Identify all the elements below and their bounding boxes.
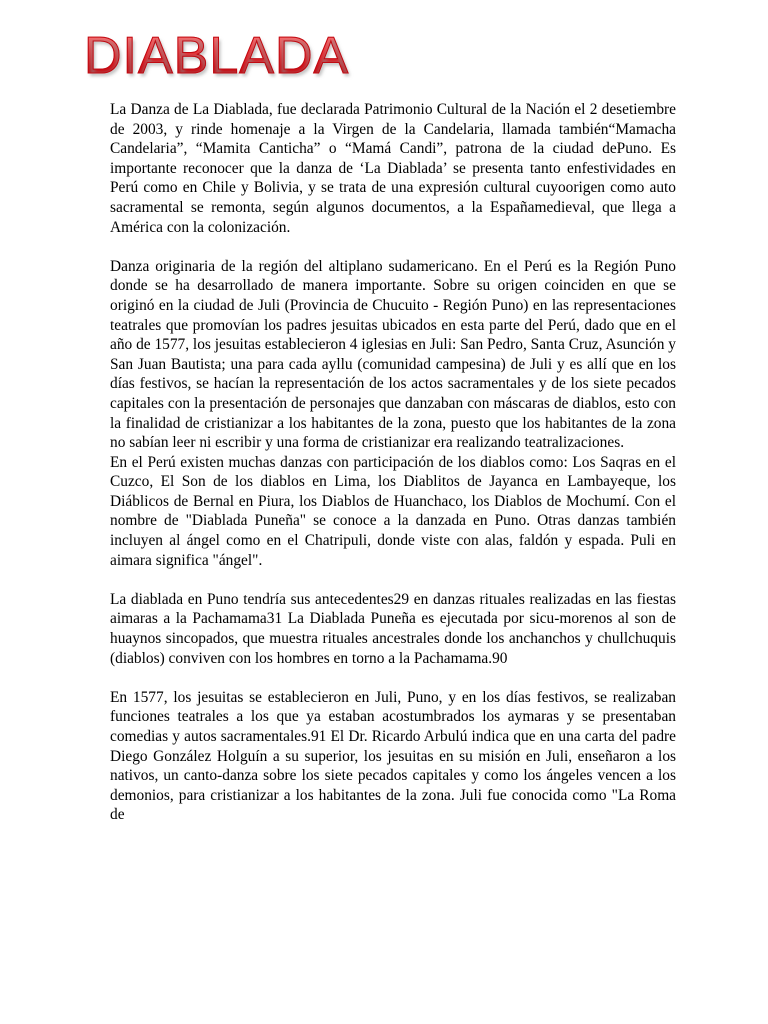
paragraph-jesuitas-juli: En 1577, los jesuitas se establecieron en Juli, Puno, y en los días festivos, se realizaban funciones teatrales a los que ya estaban acostumbrados los aymaras y se presentaban comedias y autos sacramentales.91 El Dr. Ricardo Arbulú indica que en una carta del padre Diego González Holguín a su superior, los jesuitas en su misión en Juli, enseñaron a los nativos, un canto-danza sobre los siete pecados capitales y como los ángeles vencen a los demonios, para cristianizar a los habitantes de la zona. Juli fue conocida como "La Roma de (110, 688, 676, 824)
document-title: DIABLADA (84, 27, 350, 85)
paragraph-patrimonio: La Danza de La Diablada, fue declarada Patrimonio Cultural de la Nación el 2 desetiembre de 2003, y rinde homenaje a la Virgen de la Candelaria, llamada también“Mamacha Candelaria”, “Mamita Canticha” o “Mamá Candi”, patrona de la ciudad dePuno. Es importante reconocer que la danza de ‘La Diablada’ se presenta tanto enfestividades en Perú como en Chile y Bolivia, y se trata de una expresión cultural cuyoorigen como auto sacramental se remonta, según algunos documentos, a la Españamedieval, que llega a América con la colonización. (110, 101, 676, 236)
document-body (110, 100, 676, 825)
paragraph-danzas-diablos: En el Perú existen muchas danzas con participación de los diablos como: Los Saqras en el Cuzco, El Son de los diablos en Lima, los Diablitos de Jayanca en Lambayeque, los Diáblicos de Bernal en Piura, los Diablos de Huanchaco, los Diablos de Mochumí. Con el nombre de "Diablada Puneña" se conoce a la danzada en Puno. Otras danzas también incluyen al ángel como en el Chatripuli, donde viste con alas, faldón y espada. Puli en aimara significa "ángel". (110, 453, 676, 569)
paragraph-origen: Danza originaria de la región del altiplano sudamericano. En el Perú es la Región Puno donde se ha desarrollado de manera importante. Sobre su origen coinciden en que se originó en la ciudad de Juli (Provincia de Chucuito - Región Puno) en las representaciones teatrales que promovían los padres jesuitas ubicados en esta parte del Perú, dado que en el año de 1577, los jesuitas establecieron 4 iglesias en Juli: San Pedro, Santa Cruz, Asunción y San Juan Bautista; una para cada ayllu (comunidad campesina) de Juli y es allí que en los días festivos, se hacían la representación de los actos sacramentales y de los siete pecados capitales con la presentación de personajes que danzaban con máscaras de diablos, esto con la finalidad de cristianizar a los habitantes de la zona, puesto que los habitantes de la zona no sabían leer ni escribir y una forma de cristianizar era realizando teatralizaciones. (110, 257, 676, 452)
paragraph-antecedentes: La diablada en Puno tendría sus antecedentes29 en danzas rituales realizadas en las fiestas aimaras a la Pachamama31 La Diablada Puneña es ejecutada por sicu-morenos al son de huaynos sincopados, que muestra rituales ancestrales donde los anchanchos y chullchuquis (diablos) conviven con los hombres en torno a la Pachamama.90 (110, 590, 676, 667)
